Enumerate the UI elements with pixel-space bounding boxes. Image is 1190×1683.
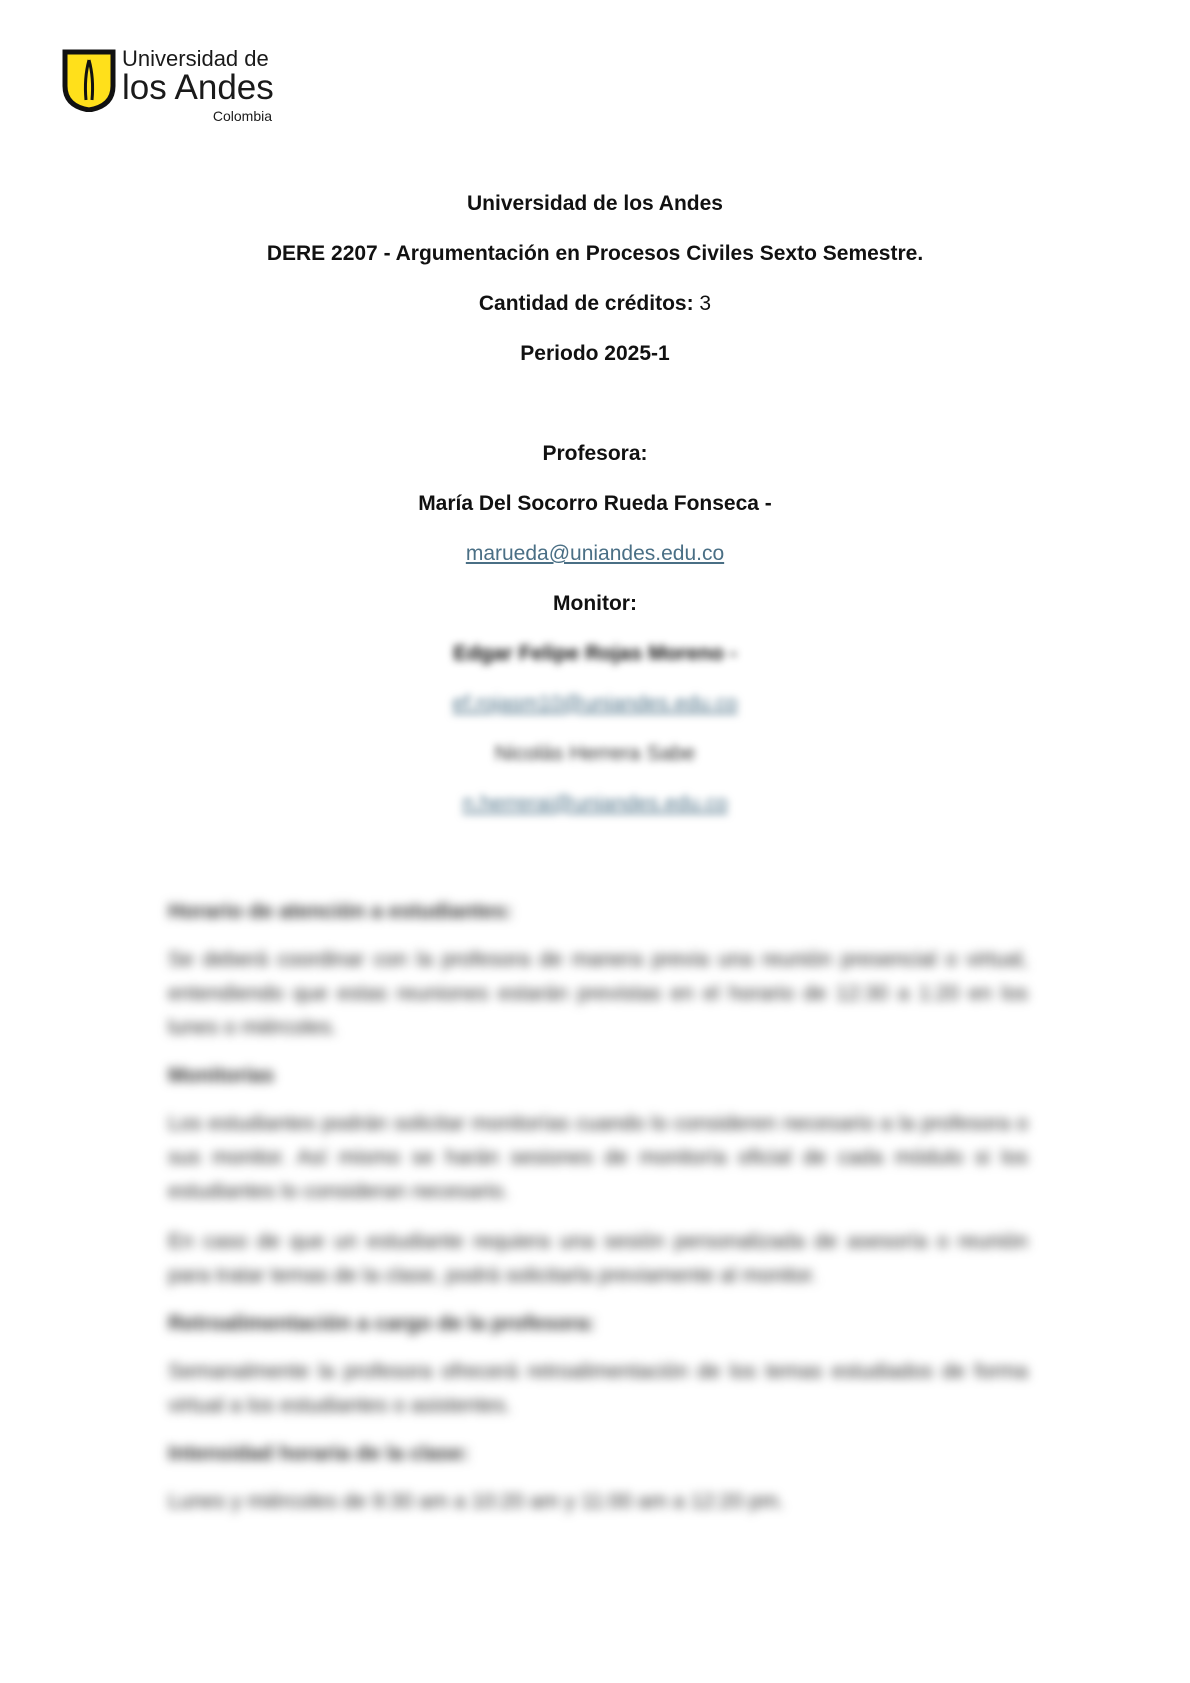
monitor-name-2: Nicolás Herrera Sabe (494, 742, 696, 765)
monitor-email-2-link[interactable]: n.herrerai@uniandes.edu.co (462, 792, 728, 815)
monitor-label: Monitor: (553, 592, 637, 615)
tutoring-paragraph-1: Los estudiantes podrán solicitar monitorías cuando lo consideren necesario a la profesora o sus monitor. Así mismo se harán sesiones de monitoría oficial de cada módulo si los estudiantes lo consideran necesario. (168, 1112, 1028, 1203)
shield-icon (62, 48, 116, 112)
logo-line-2: los Andes (122, 68, 274, 107)
logo-line-3: Colombia (212, 108, 272, 124)
period-title: Periodo 2025-1 (520, 342, 670, 365)
schedule-paragraph: Lunes y miércoles de 9:30 am a 10:20 am y 11:00 am a 12:20 pm. (168, 1490, 784, 1513)
schedule-heading: Intensidad horaria de la clase: (168, 1442, 470, 1465)
credits-line (0, 292, 1190, 316)
tutoring-heading: Monitorías (168, 1064, 275, 1087)
office-hours-paragraph: Se deberá coordinar con la profesora de manera previa una reunión presencial o virtual, entendiendo que estas reuniones estarán previstas en el horario de 12:30 a 1:20 en los lunes o miércoles. (168, 948, 1028, 1039)
course-title: DERE 2207 - Argumentación en Procesos Civiles Sexto Semestre. (266, 242, 924, 265)
monitor-name-1: Edgar Felipe Rojas Moreno - (453, 642, 737, 665)
university-logo (62, 48, 282, 133)
credits-value: 3 (699, 292, 712, 315)
credits-label: Cantidad de créditos: (478, 292, 694, 315)
office-hours-heading: Horario de atención a estudiantes: (168, 900, 513, 923)
logo-wordmark (122, 48, 274, 123)
body-sections (168, 895, 1028, 1519)
professor-name: María Del Socorro Rueda Fonseca - (418, 492, 772, 515)
institution-title: Universidad de los Andes (467, 192, 723, 215)
feedback-heading: Retroalimentación a cargo de la profesora: (168, 1312, 596, 1335)
tutoring-paragraph-2: En caso de que un estudiante requiera una sesión personalizada de asesoría o reunión para tratar temas de la clase, podrá solicitarla previamente al monitor. (168, 1230, 1028, 1287)
professor-label: Profesora: (542, 442, 648, 465)
professor-email-link[interactable]: marueda@uniandes.edu.co (465, 542, 725, 565)
logo-line-1: Universidad de (122, 46, 269, 71)
monitor-email-1-link[interactable]: ef.rojasm10@uniandes.edu.co (452, 692, 738, 715)
feedback-paragraph: Semanalmente la profesora ofrecerá retroalimentación de los temas estudiados de forma virtual a los estudiantes o asistentes. (168, 1360, 1028, 1417)
